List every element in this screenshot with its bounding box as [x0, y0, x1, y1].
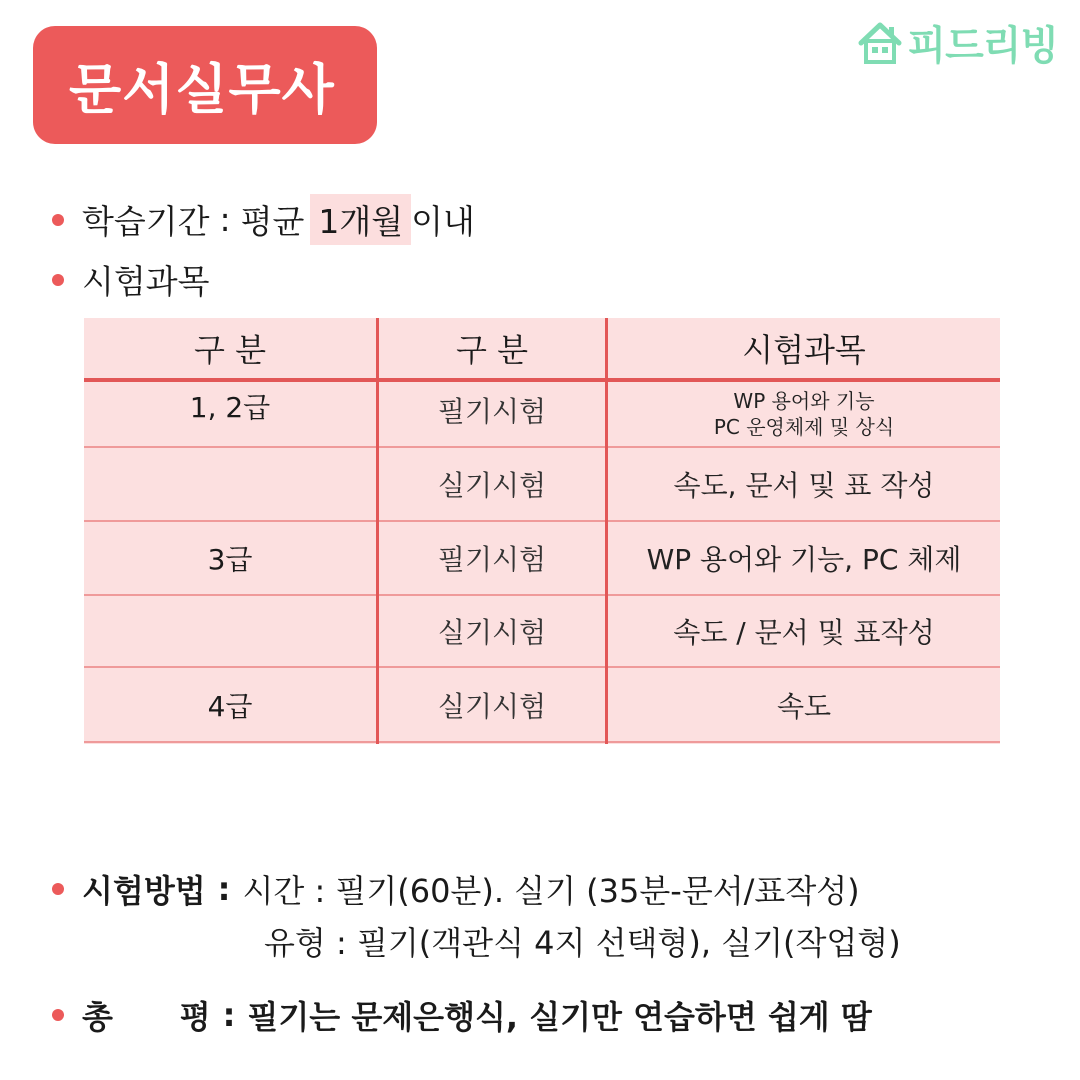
subjects-label: 시험과목 [82, 262, 210, 301]
bullet-dot [52, 214, 64, 226]
table-cell-subject: WP 용어와 기능, PC 체제 [646, 543, 962, 576]
subject-line: PC 운영체제 및 상식 [713, 415, 895, 439]
table-cell-exam: 실기시험 [437, 689, 547, 723]
table-cell-grade: 4급 [207, 689, 253, 723]
table-cell-subject: 속도 / 문서 및 표작성 [673, 616, 935, 649]
method-sep: : [217, 870, 231, 908]
study-period [52, 194, 475, 245]
study-period-suffix: 이내 [411, 202, 475, 241]
bullet-dot [52, 1009, 64, 1021]
study-period-sep: : [219, 200, 231, 239]
brand-logo [857, 14, 1058, 71]
bullet-dot [52, 274, 64, 286]
study-period-prefix: 평균 [240, 202, 305, 241]
table-cell-subject [608, 382, 1000, 446]
brand-name: 피드리빙 [907, 23, 1058, 69]
method-label: 시험방법 [82, 872, 206, 910]
study-period-highlight: 1개월 [310, 194, 411, 245]
study-period-label: 학습기간 [82, 202, 210, 241]
exam-method [52, 866, 860, 912]
table-cell-grade [84, 596, 376, 666]
table-cell-grade: 3급 [207, 543, 253, 576]
table-cell-exam: 실기시험 [437, 616, 547, 649]
table-cell-subject: 속도 [776, 689, 832, 723]
table-header-exam: 구 분 [456, 331, 528, 369]
table-cell-grade [84, 448, 376, 520]
method-time: 시간 : 필기(60분). 실기 (35분-문서/표작성) [242, 872, 860, 910]
table-cell-exam: 필기시험 [437, 395, 547, 428]
exam-type [264, 918, 901, 964]
review-text: 필기는 문제은행식, 실기만 연습하면 쉽게 땀 [247, 998, 872, 1036]
subject-line: WP 용어와 기능 [733, 389, 875, 413]
bullet-dot [52, 883, 64, 895]
table-divider [84, 741, 1000, 743]
review-label: 총 평 [82, 998, 211, 1036]
page-title: 문서실무사 [69, 57, 335, 121]
table-header-subject: 시험과목 [742, 331, 866, 369]
overall-review [52, 992, 872, 1038]
table-cell-grade: 1, 2급 [189, 391, 271, 424]
house-icon [857, 21, 903, 65]
table-header-grade: 구 분 [194, 331, 266, 369]
table-cell-subject: 속도, 문서 및 표 작성 [673, 469, 935, 502]
title-badge [33, 26, 377, 144]
table-cell-exam: 실기시험 [437, 469, 547, 502]
table-cell-exam: 필기시험 [437, 543, 547, 576]
exam-table [84, 318, 1000, 744]
review-sep: : [222, 996, 236, 1034]
subjects-heading [52, 256, 210, 303]
method-type: 유형 : 필기(객관식 4지 선택형), 실기(작업형) [264, 924, 901, 962]
